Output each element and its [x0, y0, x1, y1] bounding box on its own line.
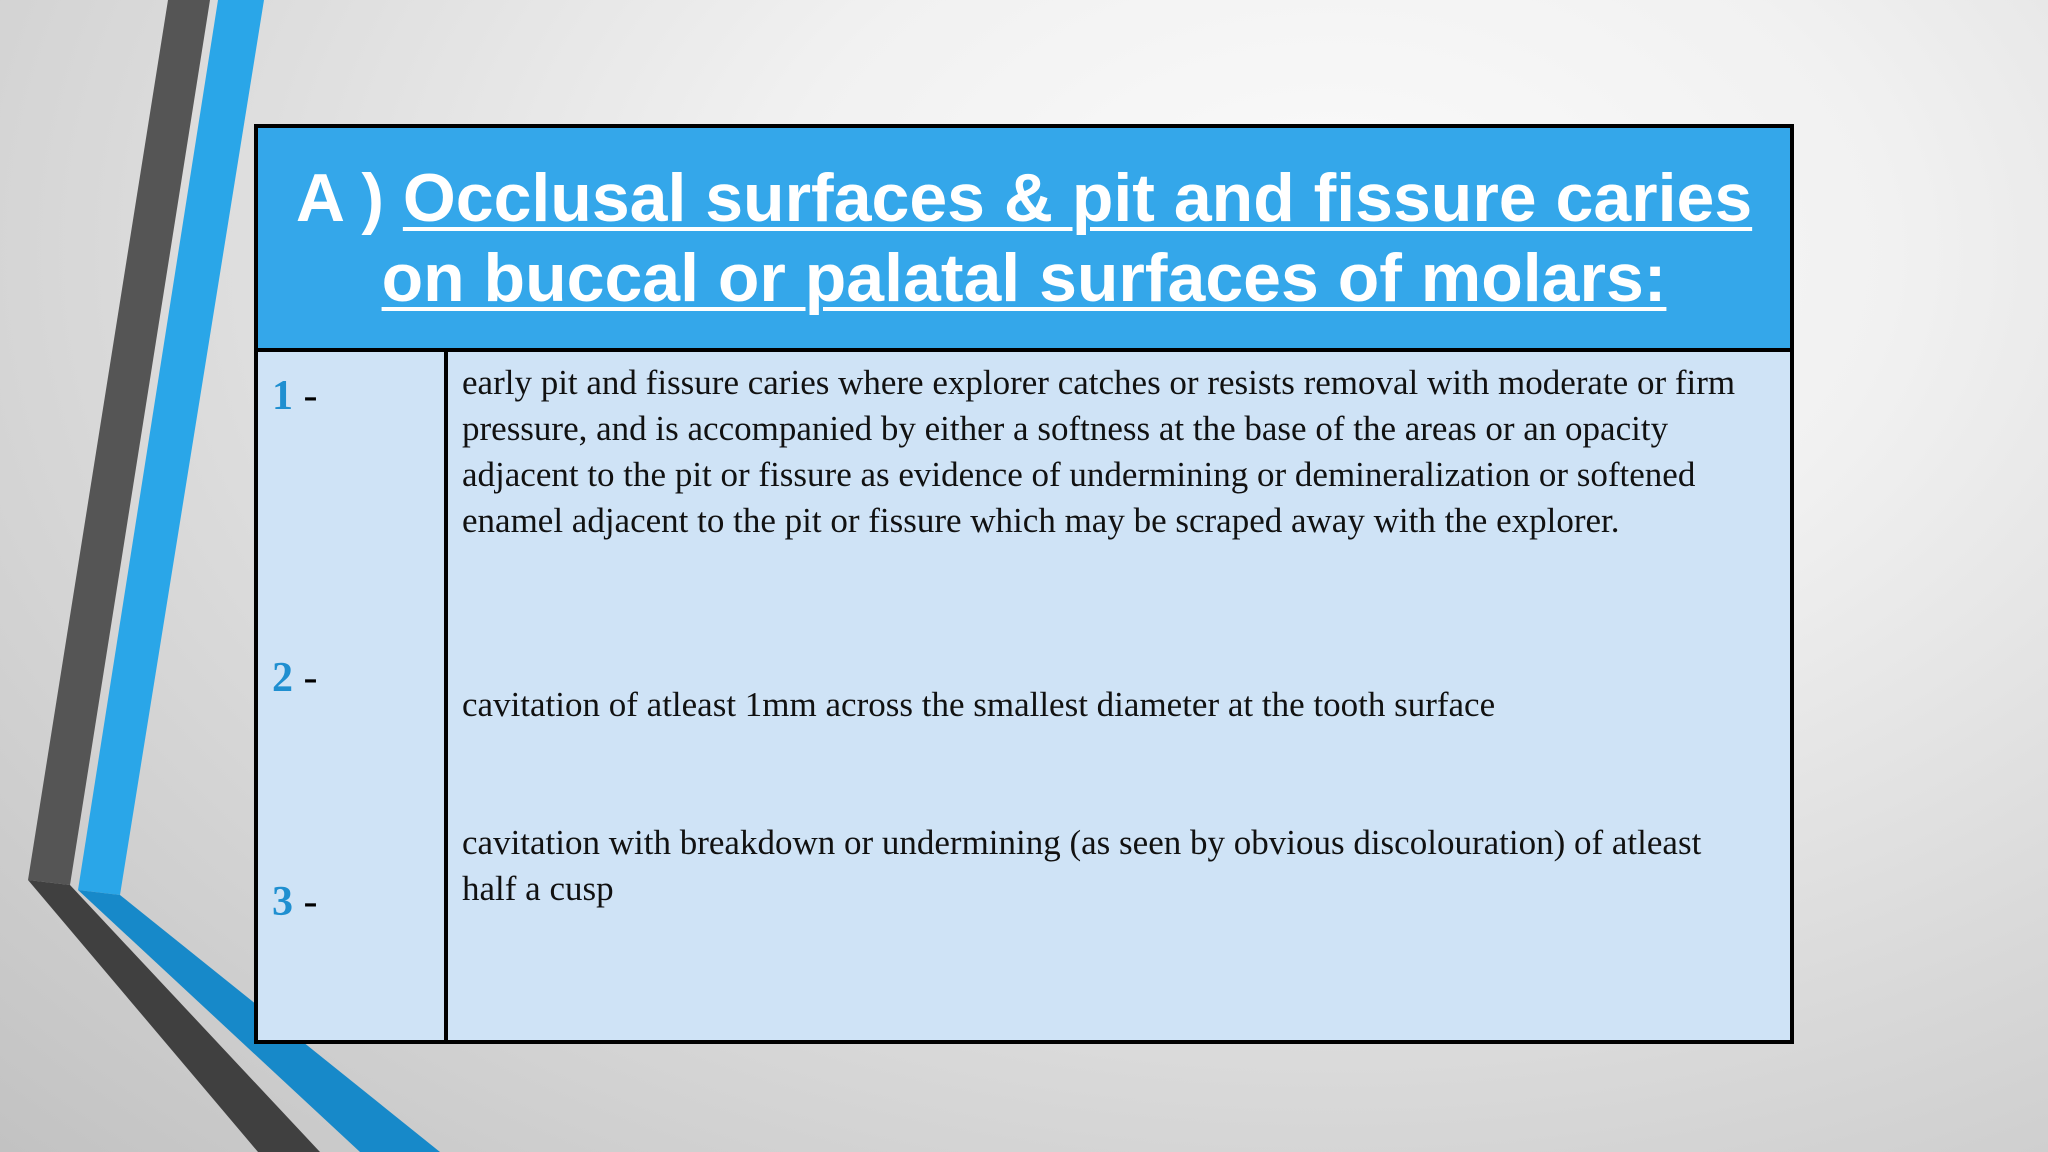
- row-number-3: [272, 878, 318, 926]
- row-number-2: [272, 654, 318, 702]
- row-number-1: [272, 372, 318, 420]
- slide-title: [258, 158, 1790, 318]
- row-description-2: cavitation of atleast 1mm across the smallest diameter at the tooth surface: [462, 685, 1496, 724]
- caries-criteria-table: [254, 124, 1794, 1044]
- row-number-digit: 3: [272, 879, 293, 925]
- row-number-digit: 1: [272, 373, 293, 419]
- row-number-separator: -: [293, 879, 318, 925]
- description-column: [448, 348, 1790, 1040]
- row-description-3: cavitation with breakdown or undermining (as seen by obvious discolouration) of atleast half a cusp: [462, 823, 1702, 908]
- row-number-separator: -: [293, 655, 318, 701]
- row-number-separator: -: [293, 373, 318, 419]
- table-header: [258, 128, 1790, 352]
- number-column: [258, 348, 448, 1040]
- title-underlined: Occlusal surfaces & pit and fissure caries on buccal or palatal surfaces of molars:: [381, 160, 1753, 316]
- row-number-digit: 2: [272, 655, 293, 701]
- row-description-1: early pit and fissure caries where explorer catches or resists removal with moderate or firm pressure, and is accompanied by either a softness at the base of the areas or an opacity adjacent to the pit or fissure as evidence of undermining or demineralization or softened enamel adjacent to the pit or fissure which may be scraped away with the explorer.: [462, 363, 1736, 540]
- title-prefix: A ): [295, 160, 403, 236]
